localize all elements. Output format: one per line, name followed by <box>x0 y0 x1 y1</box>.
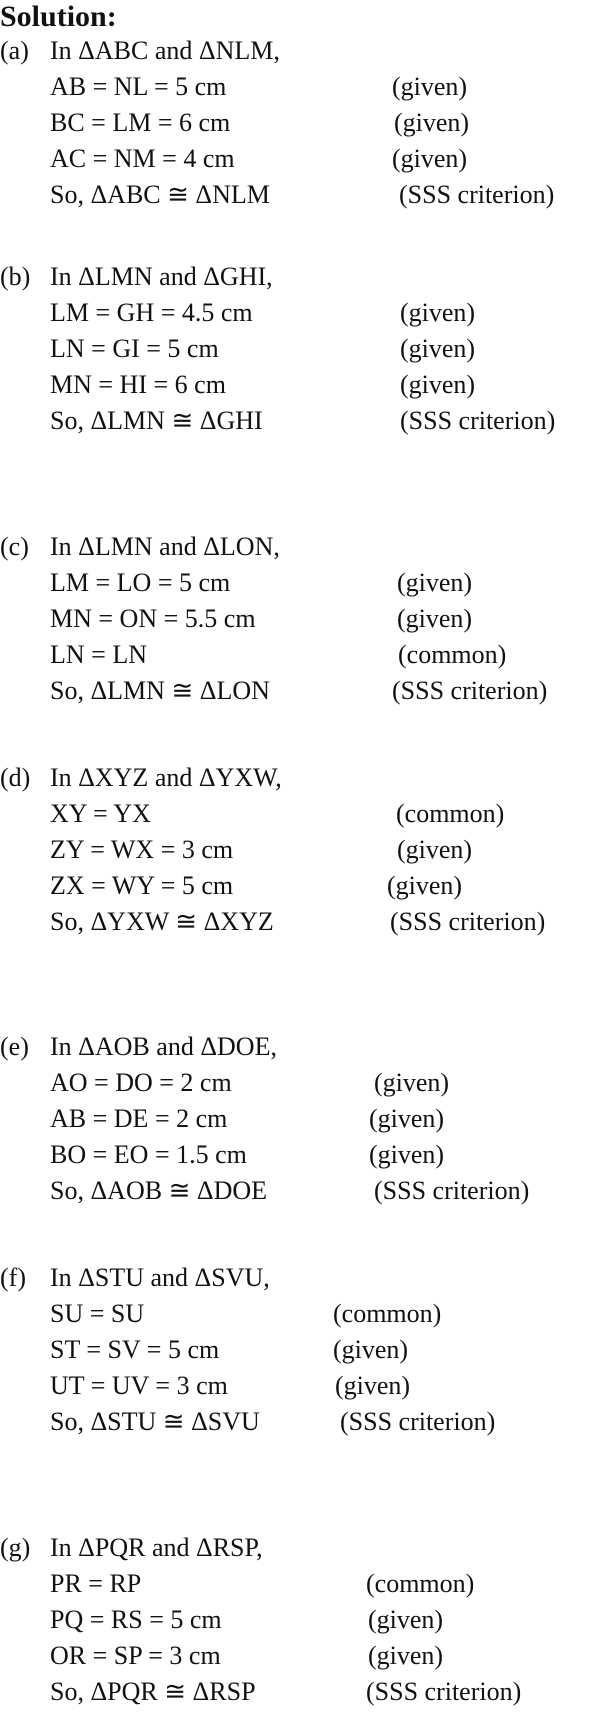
reason: (given) <box>368 1605 444 1634</box>
reason: (given) <box>397 835 473 864</box>
reason: (SSS criterion) <box>340 1407 496 1436</box>
conclusion: So, ΔYXW ≅ ΔXYZ <box>50 907 274 936</box>
reason: (SSS criterion) <box>392 676 548 705</box>
solution-heading: Solution: <box>0 0 117 33</box>
statement: PR = RP <box>50 1569 142 1598</box>
part-label: (a) <box>0 36 29 65</box>
statement: MN = ON = 5.5 cm <box>50 604 256 633</box>
statement: MN = HI = 6 cm <box>50 370 226 399</box>
reason: (given) <box>392 72 468 101</box>
conclusion: So, ΔLMN ≅ ΔGHI <box>50 406 263 435</box>
part-title: In ΔXYZ and ΔYXW, <box>50 763 282 792</box>
statement: OR = SP = 3 cm <box>50 1641 221 1670</box>
statement: LN = GI = 5 cm <box>50 334 219 363</box>
statement: SU = SU <box>50 1299 145 1328</box>
statement: ST = SV = 5 cm <box>50 1335 220 1364</box>
reason: (given) <box>394 108 470 137</box>
reason: (SSS criterion) <box>400 406 556 435</box>
reason: (SSS criterion) <box>374 1176 530 1205</box>
reason: (SSS criterion) <box>366 1677 522 1706</box>
part-title: In ΔSTU and ΔSVU, <box>50 1263 270 1292</box>
reason: (given) <box>400 370 476 399</box>
reason: (common) <box>366 1569 475 1598</box>
reason: (given) <box>369 1104 445 1133</box>
reason: (SSS criterion) <box>399 180 555 209</box>
statement: ZY = WX = 3 cm <box>50 835 234 864</box>
part-title: In ΔABC and ΔNLM, <box>50 36 280 65</box>
reason: (common) <box>333 1299 442 1328</box>
reason: (given) <box>374 1068 450 1097</box>
statement: AC = NM = 4 cm <box>50 144 235 173</box>
statement: BC = LM = 6 cm <box>50 108 231 137</box>
reason: (given) <box>397 604 473 633</box>
part-title: In ΔLMN and ΔLON, <box>50 532 280 561</box>
conclusion: So, ΔAOB ≅ ΔDOE <box>50 1176 268 1205</box>
reason: (given) <box>387 871 463 900</box>
statement: XY = YX <box>50 799 151 828</box>
reason: (given) <box>335 1371 411 1400</box>
reason: (given) <box>392 144 468 173</box>
conclusion: So, ΔPQR ≅ ΔRSP <box>50 1677 256 1706</box>
part-label: (e) <box>0 1032 29 1061</box>
statement: LN = LN <box>50 640 147 669</box>
statement: UT = UV = 3 cm <box>50 1371 228 1400</box>
part-label: (c) <box>0 532 29 561</box>
reason: (given) <box>369 1140 445 1169</box>
part-label: (g) <box>0 1533 31 1562</box>
reason: (given) <box>400 334 476 363</box>
reason: (given) <box>333 1335 409 1364</box>
conclusion: So, ΔABC ≅ ΔNLM <box>50 180 270 209</box>
reason: (given) <box>400 298 476 327</box>
reason: (common) <box>398 640 507 669</box>
statement: LM = GH = 4.5 cm <box>50 298 253 327</box>
reason: (SSS criterion) <box>390 907 546 936</box>
reason: (common) <box>396 799 505 828</box>
statement: AB = NL = 5 cm <box>50 72 227 101</box>
conclusion: So, ΔLMN ≅ ΔLON <box>50 676 270 705</box>
statement: BO = EO = 1.5 cm <box>50 1140 247 1169</box>
part-label: (b) <box>0 262 31 291</box>
reason: (given) <box>397 568 473 597</box>
conclusion: So, ΔSTU ≅ ΔSVU <box>50 1407 260 1436</box>
part-label: (f) <box>0 1263 26 1292</box>
reason: (given) <box>368 1641 444 1670</box>
part-title: In ΔLMN and ΔGHI, <box>50 262 273 291</box>
statement: LM = LO = 5 cm <box>50 568 231 597</box>
statement: AB = DE = 2 cm <box>50 1104 228 1133</box>
part-label: (d) <box>0 763 31 792</box>
part-title: In ΔPQR and ΔRSP, <box>50 1533 263 1562</box>
statement: PQ = RS = 5 cm <box>50 1605 222 1634</box>
statement: AO = DO = 2 cm <box>50 1068 232 1097</box>
statement: ZX = WY = 5 cm <box>50 871 234 900</box>
part-title: In ΔAOB and ΔDOE, <box>50 1032 277 1061</box>
